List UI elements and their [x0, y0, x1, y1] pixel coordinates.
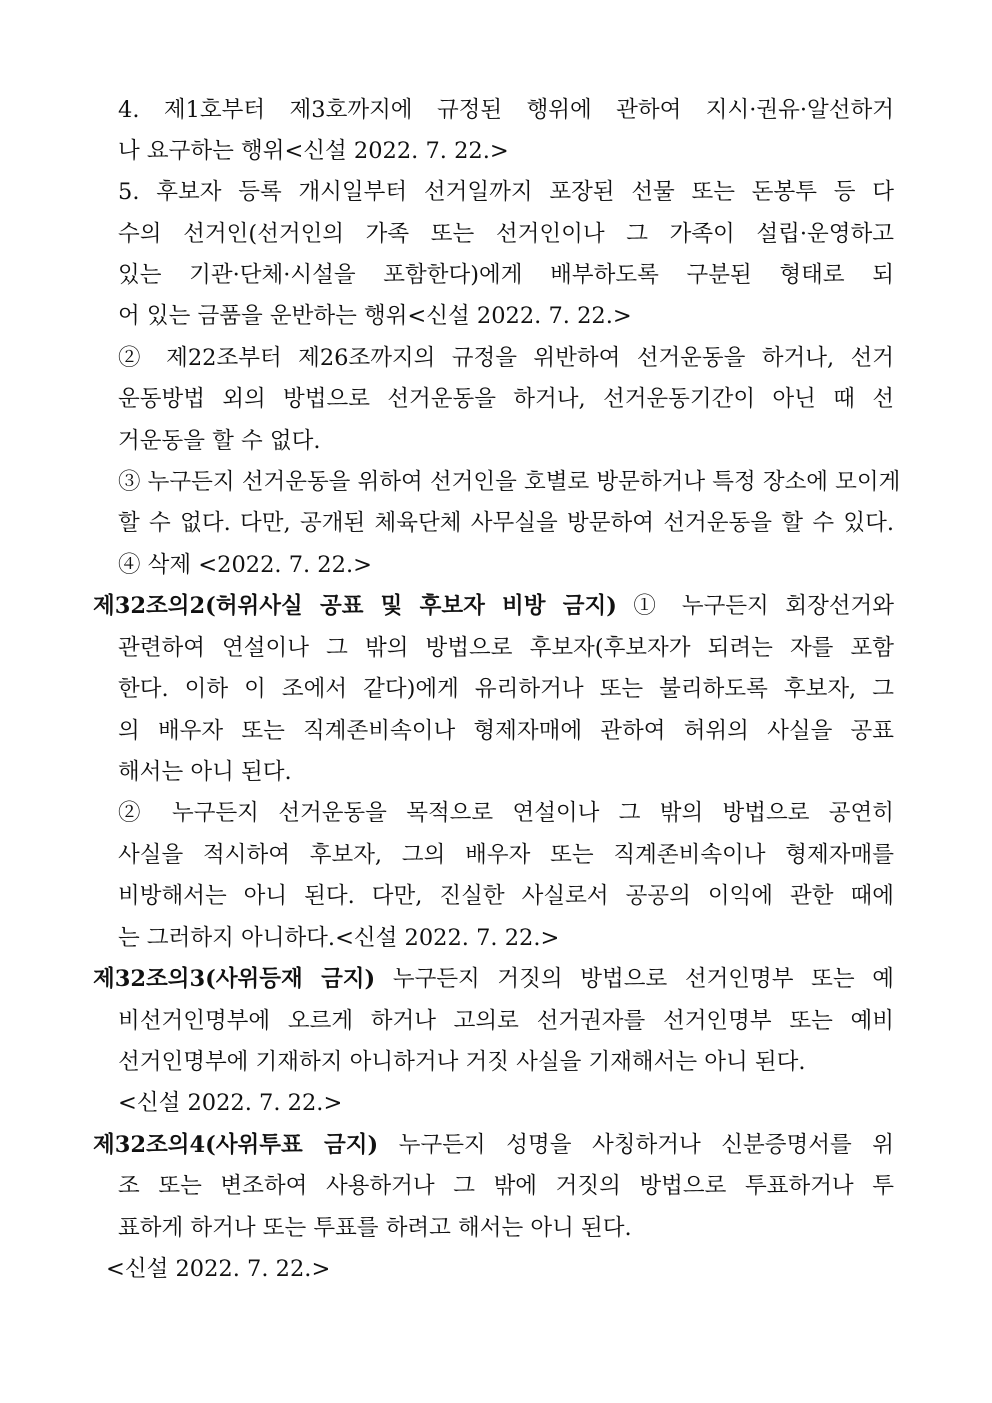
article-32-2-first-line: [93, 591, 894, 621]
paragraph-3-line-2: 할 수 없다. 다만, 공개된 체육단체 사무실을 방문하여 선거운동을 할 수 있다.: [118, 510, 894, 536]
article-32-4-line-2: 조 또는 변조하여 사용하거나 그 밖에 거짓의 방법으로 투표하거나 투: [118, 1173, 894, 1199]
article-32-2-line-5: 해서는 아니 된다.: [118, 759, 292, 785]
article-32-4-title: 제32조의4(사위투표 금지): [93, 1132, 379, 1158]
article-32-2-line-4: 의 배우자 또는 직계존비속이나 형제자매에 관하여 허위의 사실을 공표: [118, 718, 894, 744]
item-4-line-1: 4. 제1호부터 제3호까지에 규정된 행위에 관하여 지시·권유·알선하거: [118, 97, 894, 123]
paragraph-3-line-1: ③ 누구든지 선거운동을 위하여 선거인을 호별로 방문하거나 특정 장소에 모이게: [118, 469, 901, 495]
article-32-2-paragraph-2-line-4: 는 그러하지 아니하다.<신설 2022. 7. 22.>: [118, 925, 560, 951]
article-32-3-first-line: [93, 964, 894, 994]
article-32-2-title: 제32조의2(허위사실 공표 및 후보자 비방 금지): [93, 593, 617, 619]
article-32-4-first-line: [93, 1130, 894, 1160]
item-4-line-2: 나 요구하는 행위<신설 2022. 7. 22.>: [118, 138, 509, 164]
article-32-2-line-3: 한다. 이하 이 조에서 같다)에게 유리하거나 또는 불리하도록 후보자, 그: [118, 676, 894, 702]
paragraph-2-line-1: ② 제22조부터 제26조까지의 규정을 위반하여 선거운동을 하거나, 선거: [118, 345, 894, 371]
item-5-line-2: 수의 선거인(선거인의 가족 또는 선거인이나 그 가족이 설립·운영하고: [118, 221, 894, 247]
article-32-4-line-3: 표하게 하거나 또는 투표를 하려고 해서는 아니 된다.: [118, 1215, 632, 1241]
article-32-3-title: 제32조의3(사위등재 금지): [93, 966, 376, 992]
article-32-4-first-line-text: 누구든지 성명을 사칭하거나 신분증명서를 위: [398, 1132, 894, 1158]
paragraph-4-line: ④ 삭제 <2022. 7. 22.>: [118, 552, 372, 578]
article-32-3-first-line-text: 누구든지 거짓의 방법으로 선거인명부 또는 예: [392, 966, 894, 992]
item-5-line-4: 어 있는 금품을 운반하는 행위<신설 2022. 7. 22.>: [118, 303, 632, 329]
article-32-3-line-4: <신설 2022. 7. 22.>: [118, 1090, 343, 1116]
article-32-4-line-4: <신설 2022. 7. 22.>: [106, 1256, 331, 1282]
article-32-2-paragraph-2-line-2: 사실을 적시하여 후보자, 그의 배우자 또는 직계존비속이나 형제자매를: [118, 842, 894, 868]
article-32-3-line-3: 선거인명부에 기재하지 아니하거나 거짓 사실을 기재해서는 아니 된다.: [118, 1049, 806, 1075]
article-32-2-first-line-text: ① 누구든지 회장선거와: [633, 593, 895, 619]
paragraph-2-line-2: 운동방법 외의 방법으로 선거운동을 하거나, 선거운동기간이 아닌 때 선: [118, 386, 894, 412]
paragraph-2-line-3: 거운동을 할 수 없다.: [118, 428, 321, 454]
article-32-2-line-2: 관련하여 연설이나 그 밖의 방법으로 후보자(후보자가 되려는 자를 포함: [118, 635, 894, 661]
item-5-line-3: 있는 기관·단체·시설을 포함한다)에게 배부하도록 구분된 형태로 되: [118, 262, 894, 288]
article-32-2-paragraph-2-line-1: ② 누구든지 선거운동을 목적으로 연설이나 그 밖의 방법으로 공연히: [118, 800, 894, 826]
article-32-3-line-2: 비선거인명부에 오르게 하거나 고의로 선거권자를 선거인명부 또는 예비: [118, 1008, 894, 1034]
item-5-line-1: 5. 후보자 등록 개시일부터 선거일까지 포장된 선물 또는 돈봉투 등 다: [118, 179, 894, 205]
article-32-2-paragraph-2-line-3: 비방해서는 아니 된다. 다만, 진실한 사실로서 공공의 이익에 관한 때에: [118, 883, 894, 909]
